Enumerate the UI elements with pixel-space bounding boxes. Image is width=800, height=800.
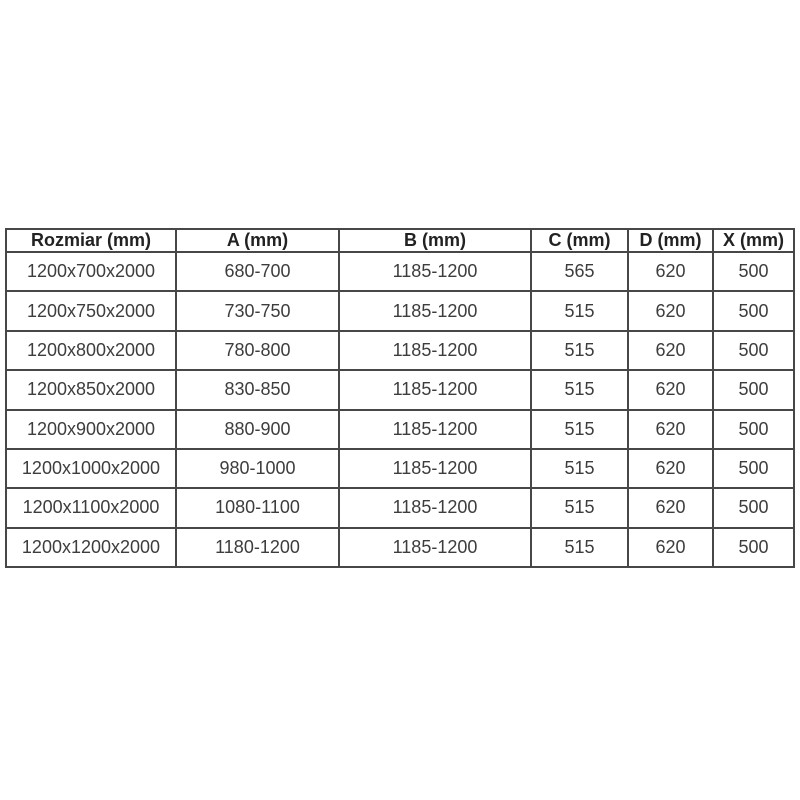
table-cell: 515 [531,331,628,370]
table-cell: 515 [531,291,628,330]
table-cell: 680-700 [176,252,339,291]
column-header-b: B (mm) [339,229,531,252]
table-row [6,449,794,488]
table-body [6,252,794,567]
table-cell: 515 [531,449,628,488]
table-row [6,331,794,370]
table-row [6,410,794,449]
table-cell: 730-750 [176,291,339,330]
table-cell: 1200x800x2000 [6,331,176,370]
table-header [6,229,794,252]
table-cell: 1185-1200 [339,528,531,567]
table-row [6,528,794,567]
table-cell: 620 [628,488,713,527]
table-cell: 1200x850x2000 [6,370,176,409]
table-cell: 980-1000 [176,449,339,488]
table-cell: 620 [628,252,713,291]
table-cell: 1185-1200 [339,449,531,488]
table-cell: 1185-1200 [339,331,531,370]
table-cell: 1185-1200 [339,370,531,409]
dimensions-table [5,228,795,568]
table-cell: 620 [628,291,713,330]
table-cell: 515 [531,528,628,567]
table-cell: 1200x1200x2000 [6,528,176,567]
table-cell: 515 [531,488,628,527]
table-cell: 500 [713,291,794,330]
table-cell: 780-800 [176,331,339,370]
table-cell: 1200x750x2000 [6,291,176,330]
table-cell: 500 [713,449,794,488]
table-row [6,291,794,330]
table-cell: 500 [713,410,794,449]
table-cell: 1200x700x2000 [6,252,176,291]
table-cell: 620 [628,449,713,488]
column-header-rozmiar: Rozmiar (mm) [6,229,176,252]
table-cell: 500 [713,488,794,527]
table-cell: 500 [713,252,794,291]
table-row [6,370,794,409]
header-row [6,229,794,252]
column-header-x: X (mm) [713,229,794,252]
table-cell: 565 [531,252,628,291]
table-cell: 1200x900x2000 [6,410,176,449]
table-cell: 500 [713,370,794,409]
table-cell: 1185-1200 [339,410,531,449]
table-cell: 620 [628,410,713,449]
table-cell: 1185-1200 [339,488,531,527]
table-cell: 880-900 [176,410,339,449]
table-cell: 830-850 [176,370,339,409]
table-cell: 1185-1200 [339,291,531,330]
table-cell: 620 [628,331,713,370]
table-cell: 515 [531,410,628,449]
table-cell: 1185-1200 [339,252,531,291]
table-row [6,488,794,527]
table-cell: 1200x1000x2000 [6,449,176,488]
table-cell: 1180-1200 [176,528,339,567]
column-header-a: A (mm) [176,229,339,252]
table-cell: 1080-1100 [176,488,339,527]
table-cell: 1200x1100x2000 [6,488,176,527]
table-cell: 500 [713,331,794,370]
column-header-d: D (mm) [628,229,713,252]
table-cell: 500 [713,528,794,567]
column-header-c: C (mm) [531,229,628,252]
table-cell: 620 [628,370,713,409]
table-cell: 515 [531,370,628,409]
table-cell: 620 [628,528,713,567]
table-row [6,252,794,291]
